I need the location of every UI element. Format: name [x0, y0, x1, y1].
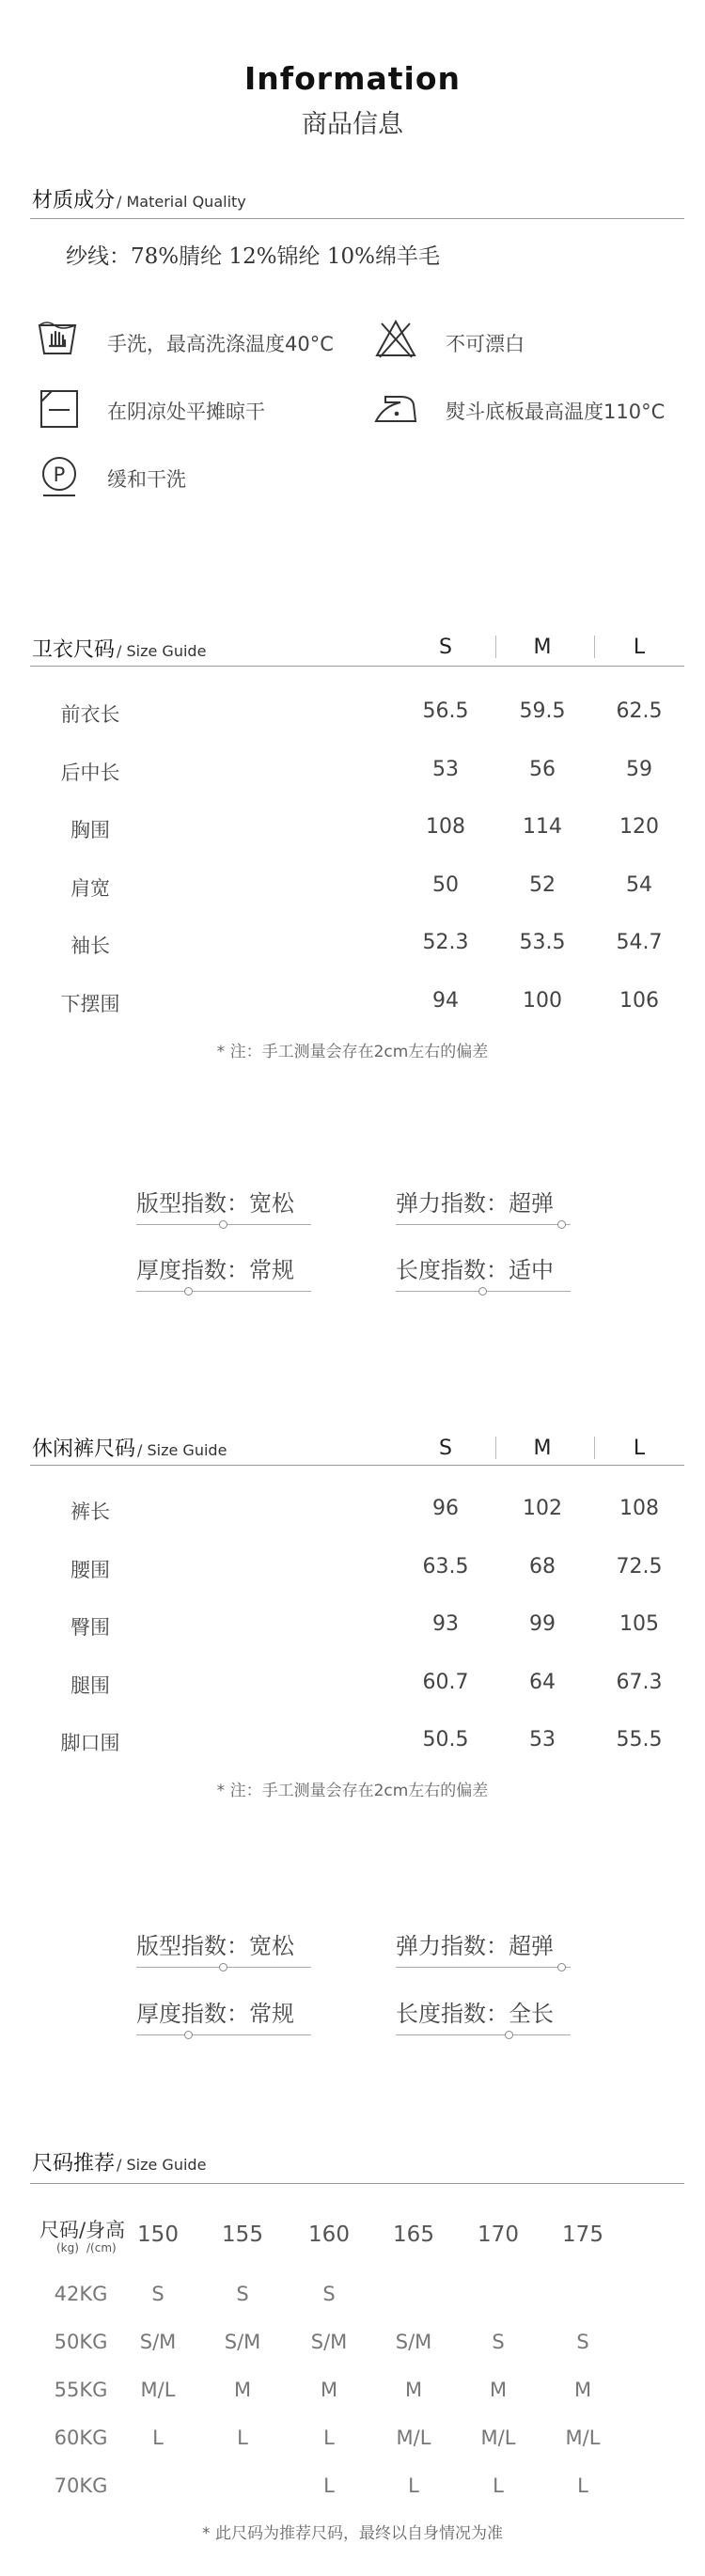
hand-wash-icon: [36, 318, 79, 361]
fit-index-label: 版型指数：宽松: [136, 1190, 294, 1217]
fit-index-marker: [219, 1220, 227, 1229]
recommended-size: S: [492, 2331, 505, 2353]
measurement-label: 脚口围: [60, 1732, 120, 1755]
recommend-corner-label: 尺码/身高: [39, 2219, 126, 2241]
fit-index-marker: [184, 1287, 193, 1296]
recommended-size: L: [323, 2427, 335, 2449]
height-column-header: 170: [478, 2223, 519, 2247]
measurement-value: 108: [426, 815, 465, 840]
fit-index-label: 厚度指数：常规: [136, 2001, 294, 2027]
measurement-value: 68: [529, 1554, 556, 1579]
fiber-composition: 纱线：78%腈纶 12%锦纶 10%绵羊毛: [66, 244, 440, 269]
measurement-value: 105: [619, 1612, 659, 1637]
height-column-header: 150: [137, 2223, 179, 2247]
recommended-size: M: [233, 2379, 252, 2401]
column-separator: [594, 636, 595, 658]
measurement-value: 63.5: [422, 1554, 469, 1579]
recommend-title-en: / Size Guide: [117, 2156, 207, 2174]
height-column-header: 155: [222, 2223, 263, 2247]
measurement-label: 后中长: [60, 761, 120, 784]
measurement-value: 55.5: [616, 1728, 663, 1752]
measurement-label: 胸围: [70, 819, 110, 842]
measurement-value: 64: [529, 1670, 556, 1694]
fit-index-label: 弹力指数：超弹: [396, 1190, 554, 1217]
top-size-section-title: [32, 634, 206, 663]
recommend-section-title: [32, 2147, 206, 2176]
measurement-value: 59.5: [519, 699, 566, 723]
measurement-note: * 注：手工测量会存在2cm左右的偏差: [216, 1782, 489, 1800]
recommend-note: * 此尺码为推荐尺码，最终以自身情况为准: [202, 2524, 503, 2543]
recommended-size: M: [573, 2379, 592, 2401]
care-text: 缓和干洗: [107, 468, 186, 491]
recommended-size: L: [152, 2427, 164, 2449]
measurement-value: 67.3: [616, 1670, 663, 1694]
fit-index-track: [136, 1291, 311, 1292]
care-text: 手洗，最高洗涤温度40°C: [107, 333, 334, 355]
divider: [30, 666, 684, 667]
fit-index-marker: [557, 1963, 566, 1971]
gentle-dry-clean-icon: [38, 455, 81, 498]
weight-row-label: 60KG: [54, 2427, 108, 2449]
care-text: 不可漂白: [446, 333, 525, 355]
fit-index-track: [136, 2034, 311, 2035]
fit-index-marker: [557, 1220, 566, 1229]
divider: [30, 1465, 684, 1466]
size-column-header: S: [439, 636, 452, 659]
measurement-value: 52.3: [422, 931, 469, 955]
measurement-label: 袖长: [70, 935, 110, 958]
recommended-size: S/M: [395, 2331, 432, 2353]
recommended-size: M/L: [565, 2427, 601, 2449]
measurement-value: 93: [432, 1612, 459, 1637]
recommended-size: M: [320, 2379, 338, 2401]
recommended-size: M/L: [140, 2379, 176, 2401]
page-subtitle: 商品信息: [302, 110, 403, 139]
recommended-size: L: [408, 2474, 419, 2497]
measurement-value: 54.7: [616, 931, 663, 955]
measurement-value: 120: [619, 815, 659, 840]
measurement-label: 前衣长: [60, 703, 120, 726]
measurement-note: * 注：手工测量会存在2cm左右的偏差: [216, 1043, 489, 1061]
measurement-label: 下摆围: [60, 993, 120, 1015]
fit-index-marker: [478, 1287, 487, 1296]
column-separator: [495, 636, 496, 658]
measurement-value: 59: [626, 757, 652, 781]
divider: [30, 218, 684, 219]
material-title-cn: 材质成分: [32, 189, 116, 212]
pants-size-title-en: / Size Guide: [137, 1441, 227, 1459]
recommend-corner-kg: (kg): [56, 2241, 79, 2254]
measurement-value: 53: [432, 757, 459, 781]
recommended-size: S: [322, 2283, 336, 2305]
measurement-value: 52: [529, 872, 556, 897]
height-column-header: 160: [308, 2223, 350, 2247]
fit-index-label: 厚度指数：常规: [136, 1257, 294, 1283]
fit-index-track: [396, 1967, 571, 1968]
recommended-size: S/M: [224, 2331, 261, 2353]
dry-flat-shade-icon: [38, 387, 81, 431]
measurement-label: 腿围: [70, 1673, 110, 1697]
measurement-value: 114: [523, 815, 562, 840]
recommended-size: S: [151, 2283, 164, 2305]
top-size-title-en: / Size Guide: [117, 642, 207, 660]
svg-text:P: P: [53, 463, 66, 486]
no-bleach-icon: [374, 318, 417, 361]
care-text: 熨斗底板最高温度110°C: [446, 401, 666, 423]
fit-index-marker: [219, 1963, 227, 1971]
measurement-value: 54: [626, 872, 652, 897]
fit-index-track: [396, 1224, 571, 1225]
weight-row-label: 70KG: [54, 2474, 108, 2497]
recommended-size: S: [576, 2331, 589, 2353]
measurement-value: 102: [523, 1497, 562, 1520]
measurement-label: 臀围: [70, 1616, 110, 1640]
recommended-size: L: [237, 2427, 248, 2449]
size-column-header: M: [533, 636, 552, 659]
measurement-value: 72.5: [616, 1554, 663, 1579]
iron-icon: [372, 385, 415, 429]
measurement-value: 94: [432, 989, 459, 1013]
care-text: 在阴凉处平摊晾干: [107, 401, 265, 423]
measurement-value: 96: [432, 1497, 459, 1520]
weight-row-label: 50KG: [54, 2331, 108, 2353]
material-title-en: / Material Quality: [117, 193, 246, 211]
fit-index-label: 弹力指数：超弹: [396, 1933, 554, 1959]
recommended-size: M/L: [480, 2427, 516, 2449]
height-column-header: 175: [562, 2223, 603, 2247]
top-size-title-cn: 卫衣尺码: [32, 638, 116, 662]
measurement-value: 106: [619, 989, 659, 1013]
recommended-size: S: [236, 2283, 249, 2305]
measurement-label: 腰围: [70, 1558, 110, 1581]
weight-row-label: 42KG: [54, 2283, 108, 2305]
measurement-value: 53: [529, 1728, 556, 1752]
measurement-value: 60.7: [422, 1670, 469, 1694]
measurement-value: 50: [432, 872, 459, 897]
column-separator: [495, 1437, 496, 1459]
fit-index-label: 版型指数：宽松: [136, 1933, 294, 1959]
fit-index-marker: [184, 2031, 193, 2039]
measurement-value: 56.5: [422, 699, 469, 723]
measurement-value: 50.5: [422, 1728, 469, 1752]
fit-index-marker: [505, 2031, 513, 2039]
fit-index-label: 长度指数：全长: [396, 2001, 554, 2027]
height-column-header: 165: [393, 2223, 434, 2247]
recommended-size: M: [489, 2379, 508, 2401]
measurement-value: 100: [523, 989, 562, 1013]
weight-row-label: 55KG: [54, 2379, 108, 2401]
measurement-value: 108: [619, 1497, 659, 1520]
pants-size-title-cn: 休闲裤尺码: [32, 1437, 136, 1461]
recommended-size: M/L: [396, 2427, 431, 2449]
column-separator: [594, 1437, 595, 1459]
size-column-header: S: [439, 1437, 452, 1460]
recommended-size: L: [577, 2474, 588, 2497]
recommended-size: L: [323, 2474, 335, 2497]
recommend-title-cn: 尺码推荐: [32, 2152, 116, 2175]
recommended-size: L: [493, 2474, 504, 2497]
size-column-header: L: [633, 1437, 646, 1460]
fit-index-label: 长度指数：适中: [396, 1257, 554, 1283]
divider: [30, 2183, 684, 2184]
material-section-title: [32, 184, 246, 213]
measurement-value: 53.5: [519, 931, 566, 955]
size-column-header: L: [633, 636, 646, 659]
measurement-value: 99: [529, 1612, 556, 1637]
size-column-header: M: [533, 1437, 552, 1460]
page-title: Information: [244, 60, 461, 97]
measurement-label: 裤长: [70, 1500, 110, 1523]
recommended-size: M: [404, 2379, 423, 2401]
measurement-value: 56: [529, 757, 556, 781]
pants-size-section-title: [32, 1433, 227, 1462]
fit-index-track: [396, 2034, 571, 2035]
measurement-value: 62.5: [616, 699, 663, 723]
recommended-size: S/M: [310, 2331, 348, 2353]
recommended-size: S/M: [139, 2331, 177, 2353]
measurement-label: 肩宽: [70, 876, 110, 900]
recommend-corner-cm: /(cm): [86, 2241, 117, 2254]
